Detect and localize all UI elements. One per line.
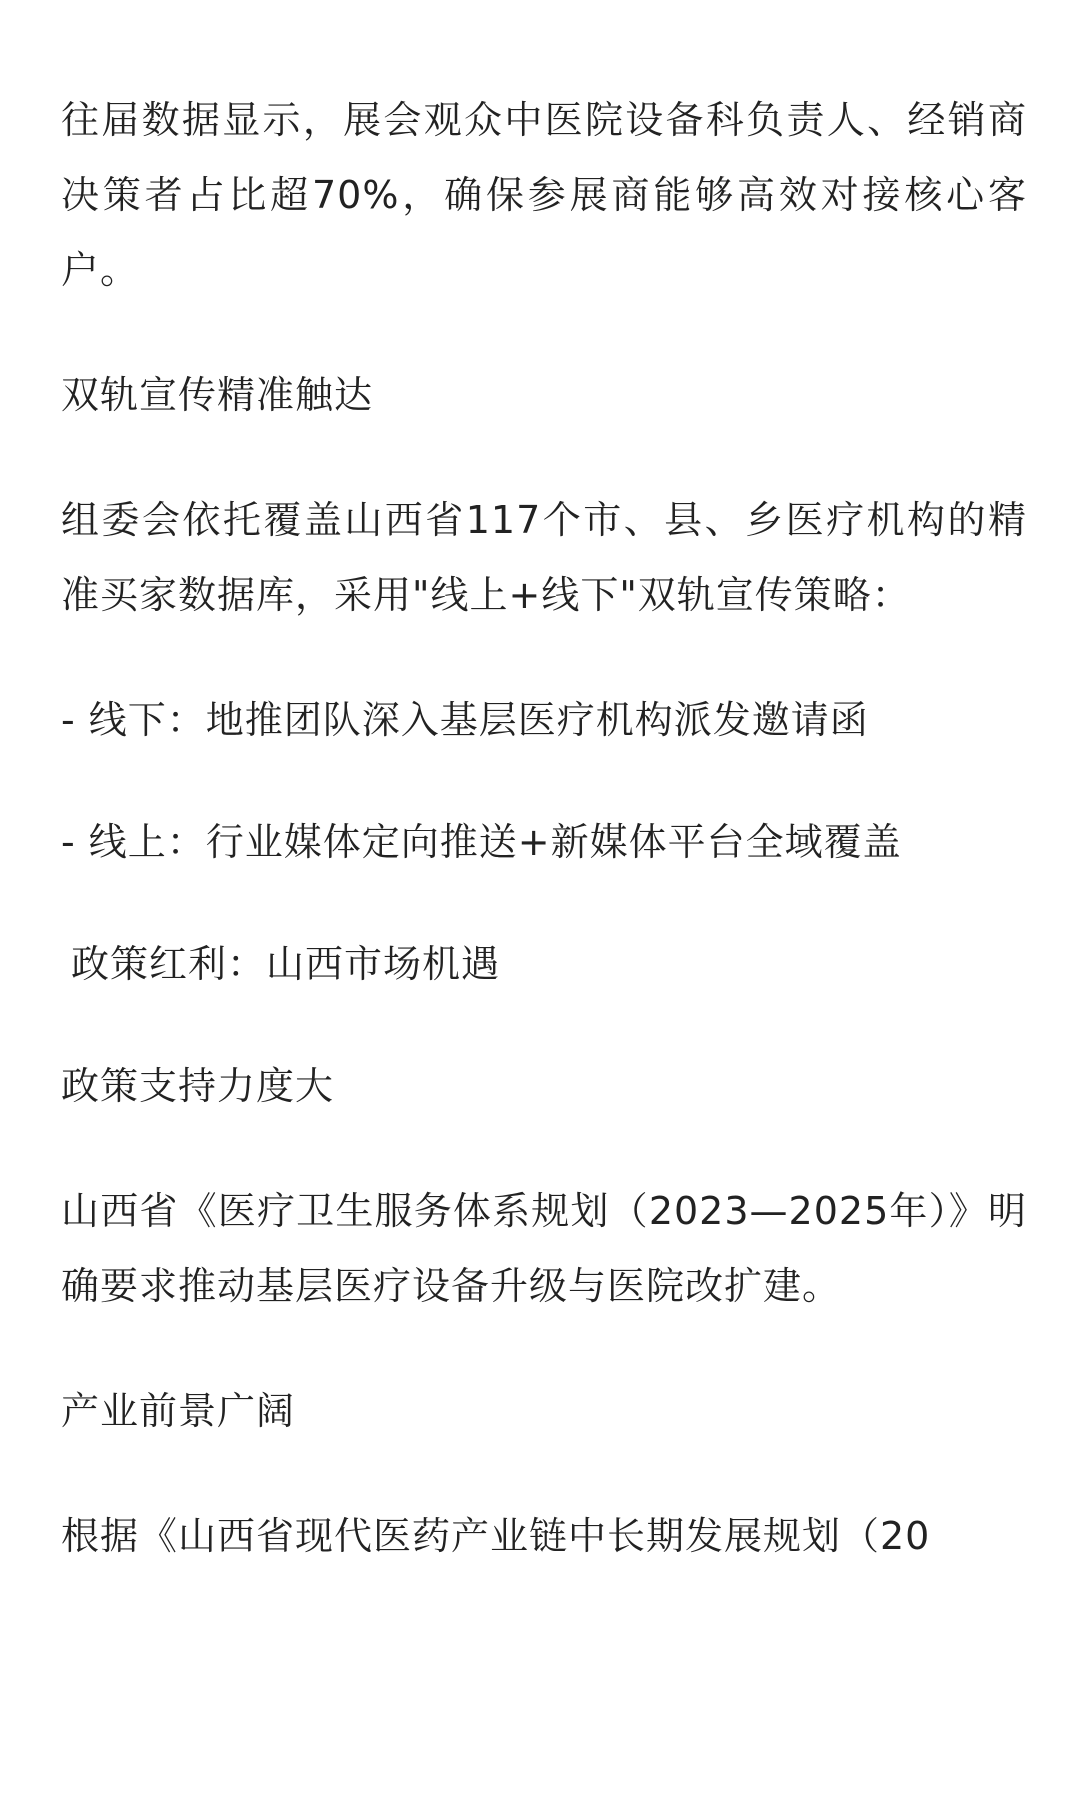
paragraph-industry-plan: 根据《山西省现代医药产业链中长期发展规划（20 — [61, 1514, 931, 1558]
paragraph-promotion-strategy: 组委会依托覆盖山西省117个市、县、乡医疗机构的精准买家数据库，采用"线上+线下"双轨宣传策略： — [61, 498, 1027, 617]
section-heading-policy: 政策红利：山西市场机遇 — [71, 942, 501, 986]
paragraph-health-plan: 山西省《医疗卫生服务体系规划（2023—2025年）》明确要求推动基层医疗设备升级与医院改扩建。 — [61, 1189, 1027, 1308]
subheading-industry-outlook: 产业前景广阔 — [61, 1389, 296, 1433]
list-item-online: - 线上：行业媒体定向推送+新媒体平台全域覆盖 — [61, 820, 902, 864]
subheading-policy-support: 政策支持力度大 — [61, 1064, 335, 1108]
paragraph-audience-stats: 往届数据显示，展会观众中医院设备科负责人、经销商决策者占比超70%，确保参展商能够高效对接核心客户。 — [61, 98, 1027, 292]
list-item-offline: - 线下：地推团队深入基层医疗机构派发邀请函 — [61, 698, 869, 742]
article-body — [61, 83, 1027, 1574]
subheading-dual-promotion: 双轨宣传精准触达 — [61, 373, 374, 417]
